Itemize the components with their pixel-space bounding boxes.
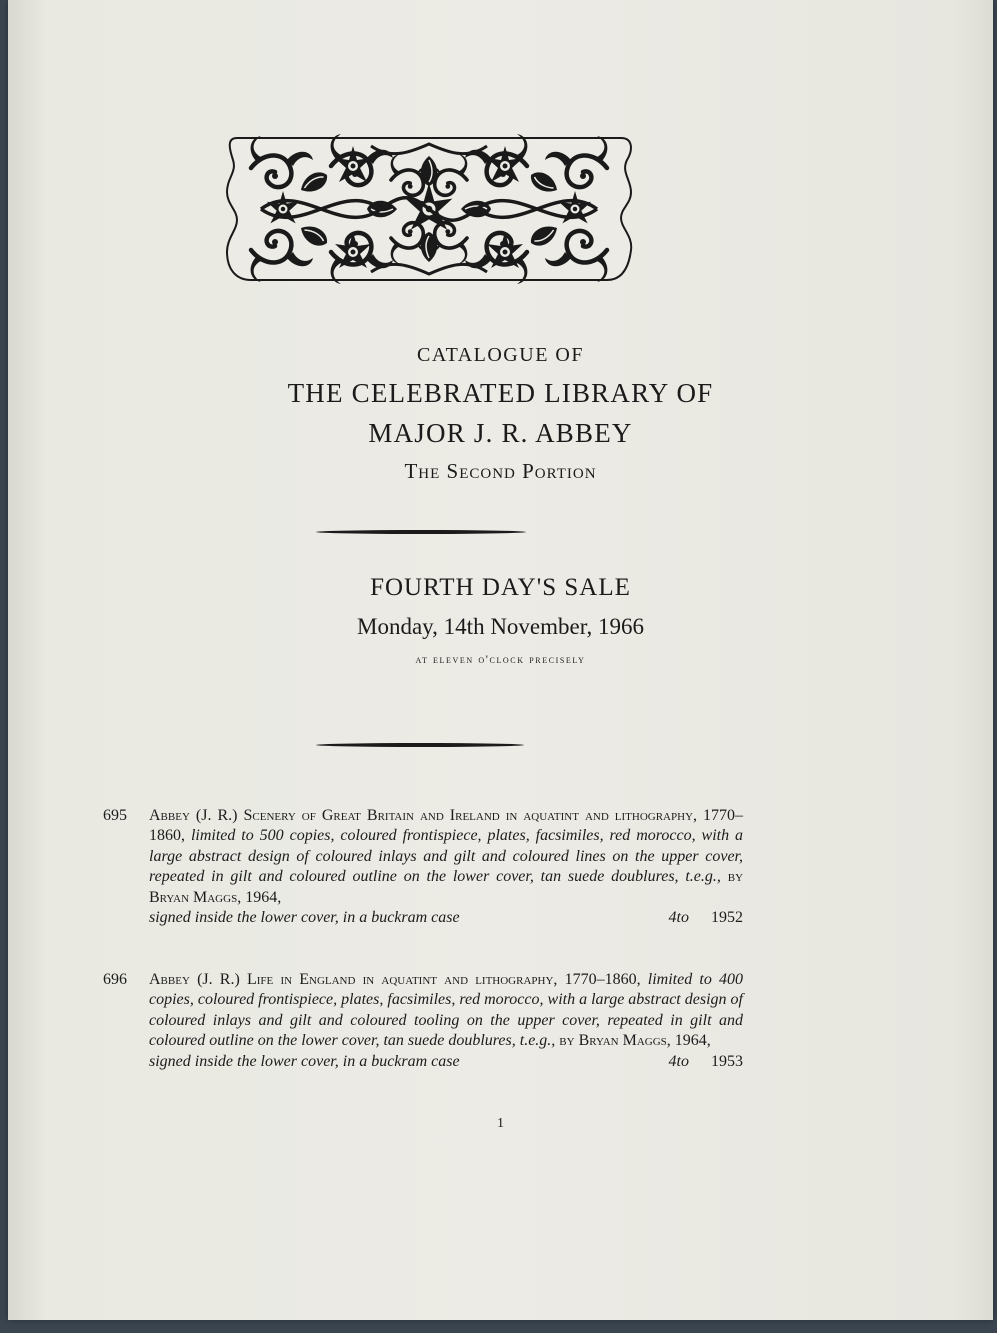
- lot-format: 4to: [668, 1052, 689, 1070]
- lot-footer: [149, 1052, 743, 1072]
- swelled-rule-divider: [316, 743, 524, 747]
- lot-closing: signed inside the lower cover, in a buckram case: [149, 909, 460, 927]
- lot-binding-year: 1964,: [674, 1032, 711, 1050]
- sale-time: at eleven o'clock precisely: [415, 652, 586, 666]
- page-number: 1: [497, 1116, 504, 1131]
- swelled-rule-divider: [316, 530, 526, 534]
- lot-year: 1952: [711, 909, 743, 927]
- lot-title: Scenery of Great Britain and Ireland in aquatint and lithography, 1770–1860,: [149, 807, 744, 845]
- lot-description: [149, 806, 743, 928]
- lot-title: Life in England in aquatint and lithography, 1770–1860,: [247, 971, 641, 988]
- catalogue-of-heading: CATALOGUE OF: [417, 344, 584, 366]
- library-title: THE CELEBRATED LIBRARY OF: [287, 378, 714, 408]
- lot-entry: [103, 806, 743, 928]
- lot-year: 1953: [711, 1052, 743, 1070]
- portion-subtitle: The Second Portion: [404, 459, 597, 483]
- lot-binder: by Bryan Maggs,: [149, 868, 744, 906]
- lot-author: Abbey (J. R.): [149, 807, 238, 824]
- lot-number: 696: [103, 971, 127, 988]
- lot-closing: signed inside the lower cover, in a buckram case: [149, 1052, 460, 1070]
- sale-date: Monday, 14th November, 1966: [357, 614, 644, 639]
- lot-author: Abbey (J. R.): [149, 971, 240, 988]
- sale-day-heading: FOURTH DAY'S SALE: [370, 574, 631, 601]
- lot-number: 695: [103, 807, 127, 824]
- arabesque-ornament-icon: [221, 130, 637, 288]
- lot-description: [149, 970, 743, 1072]
- lot-entry: [103, 970, 743, 1072]
- lot-footer: [149, 908, 743, 928]
- catalogue-page: [8, 0, 993, 1320]
- lot-details: limited to 500 copies, coloured frontispiece, plates, facsimiles, red morocco, with a large abstract design of coloured inlays and gilt and coloured lines on the upper cover, repeated in gilt and coloured outline on the lower cover, tan suede doublures, t.e.g.,: [149, 827, 744, 886]
- lot-details: limited to 400 copies, coloured frontispiece, plates, facsimiles, red morocco, with a large abstract design of coloured inlays and gilt and coloured tooling on the upper cover, repeated in gilt and coloured outline on the lower cover, tan suede doublures, t.e.g.,: [149, 971, 744, 1050]
- lot-format: 4to: [668, 909, 689, 927]
- lot-binder: by Bryan Maggs,: [559, 1032, 671, 1050]
- owner-name: MAJOR J. R. ABBEY: [368, 418, 633, 448]
- lot-binding-year: 1964,: [245, 888, 282, 906]
